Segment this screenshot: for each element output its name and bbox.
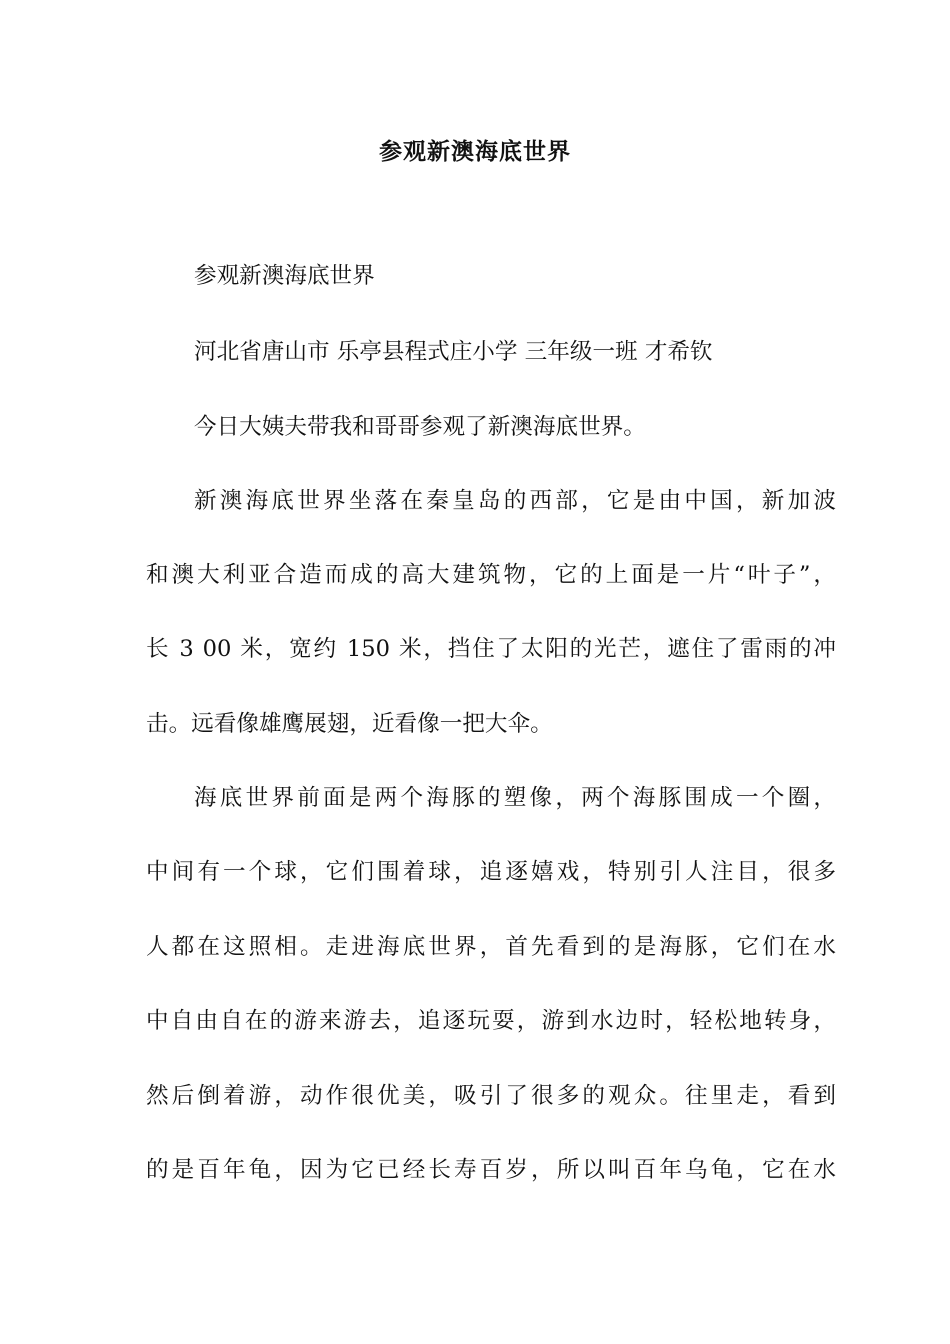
paragraph-line: 击。远看像雄鹰展翅，近看像一把大伞。 bbox=[146, 711, 553, 737]
paragraph-line: 长 3 00 米，宽约 150 米，挡住了太阳的光芒，遮住了雷雨的冲 bbox=[146, 636, 836, 662]
author-line: 河北省唐山市 乐亭县程式庄小学 三年级一班 才希钦 bbox=[194, 339, 713, 365]
paragraph-line: 海底世界前面是两个海豚的塑像，两个海豚围成一个圈， bbox=[194, 785, 836, 811]
paragraph-line: 然后倒着游，动作很优美，吸引了很多的观众。往里走，看到 bbox=[146, 1083, 836, 1109]
paragraph-line: 的是百年龟，因为它已经长寿百岁，所以叫百年乌龟，它在水 bbox=[146, 1157, 836, 1183]
paragraph-line: 中自由自在的游来游去，追逐玩耍，游到水边时，轻松地转身， bbox=[146, 1008, 836, 1034]
paragraph-line: 今日大姨夫带我和哥哥参观了新澳海底世界。 bbox=[194, 414, 646, 440]
paragraph-line: 新澳海底世界坐落在秦皇岛的西部，它是由中国，新加波 bbox=[194, 488, 836, 514]
paragraph-line: 人都在这照相。走进海底世界，首先看到的是海豚，它们在水 bbox=[146, 934, 836, 960]
paragraph-line: 中间有一个球，它们围着球，追逐嬉戏，特别引人注目，很多 bbox=[146, 859, 836, 885]
document-title: 参观新澳海底世界 bbox=[379, 138, 571, 165]
subtitle-line: 参观新澳海底世界 bbox=[194, 263, 375, 289]
paragraph-line: 和澳大利亚合造而成的高大建筑物，它的上面是一片“叶子”， bbox=[146, 562, 836, 588]
